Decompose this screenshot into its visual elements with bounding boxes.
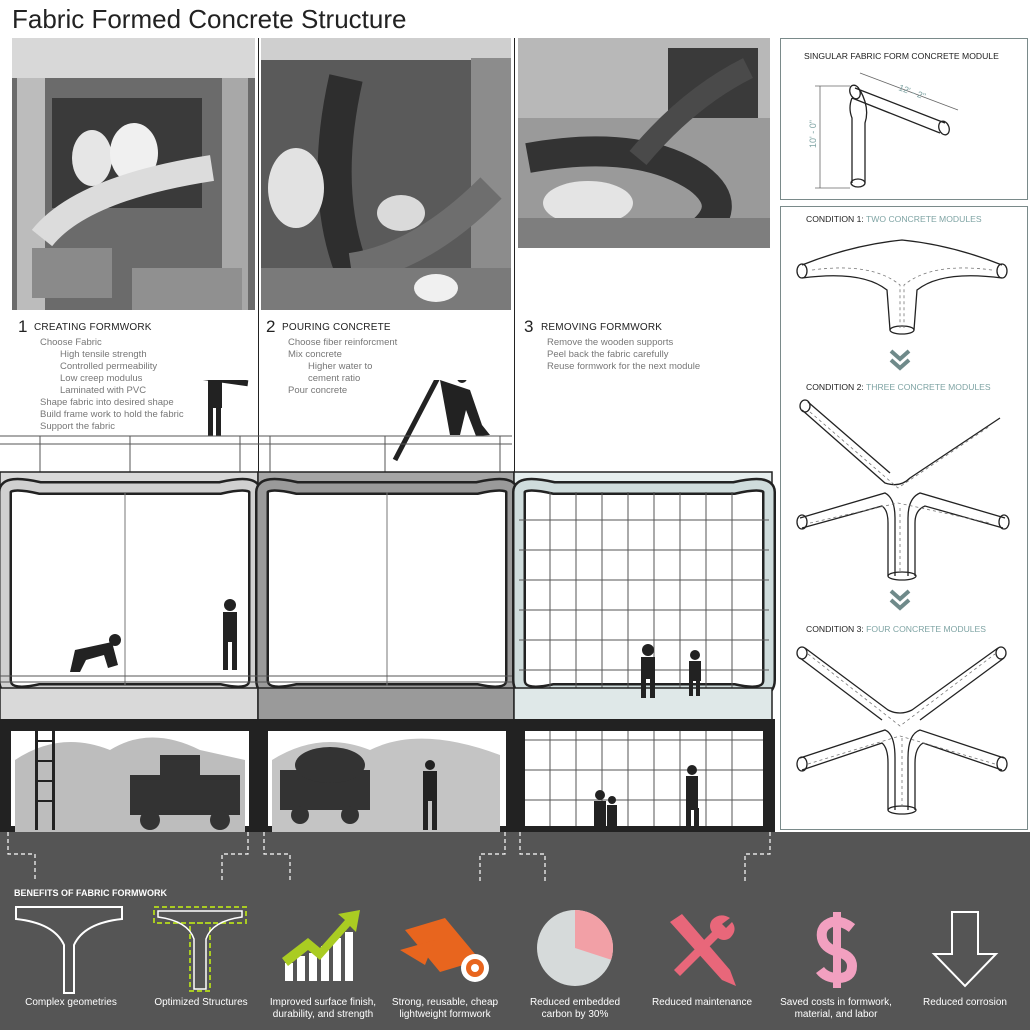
condition-3-drawing <box>790 638 1015 818</box>
list-item: Choose Fabric <box>40 337 102 348</box>
formwork-photo <box>12 38 255 310</box>
chevron-down-icon <box>888 588 912 612</box>
list-item: Build frame work to hold the fabric <box>40 409 184 420</box>
fabric-roll-icon <box>395 910 495 990</box>
list-item: Reuse formwork for the next module <box>547 361 701 372</box>
list-item: Peel back the fabric carefully <box>547 349 669 360</box>
condition-label: CONDITION 3: <box>806 624 864 634</box>
step-2-number: 2 <box>266 317 276 336</box>
benefit-caption: Reduced corrosion <box>923 997 1007 1008</box>
list-item: Higher water to <box>308 361 373 372</box>
module-height-dimension: 10' - 0" <box>808 120 818 148</box>
list-item: Support the fabric <box>40 421 115 432</box>
chevron-down-icon <box>888 348 912 372</box>
condition-1-heading <box>806 214 982 224</box>
condition-1-drawing <box>792 230 1012 340</box>
module-width-dimension: 12' - 2" <box>897 82 927 102</box>
condition-label: CONDITION 2: <box>806 382 864 392</box>
footing-outlines <box>0 832 780 887</box>
condition-desc: THREE CONCRETE MODULES <box>866 382 991 392</box>
condition-2-heading <box>806 382 991 392</box>
growth-chart-icon <box>280 908 365 983</box>
step-3-list <box>547 337 700 373</box>
step-2-title: POURING CONCRETE <box>282 322 391 333</box>
optimized-t-icon <box>150 905 250 995</box>
list-item: High tensile strength <box>60 349 147 360</box>
condition-label: CONDITION 1: <box>806 214 864 224</box>
list-item: Remove the wooden supports <box>547 337 674 348</box>
list-item: Choose fiber reinforcment <box>288 337 398 348</box>
condition-desc: FOUR CONCRETE MODULES <box>866 624 987 634</box>
page-title: Fabric Formed Concrete Structure <box>12 4 407 34</box>
benefit-caption: Saved costs in formwork, material, and labor <box>780 997 892 1020</box>
list-item: Laminated with PVC <box>60 385 147 396</box>
list-item: Shape fabric into desired shape <box>40 397 174 408</box>
step-1-number: 1 <box>18 317 28 336</box>
worker-pouring-silhouette <box>395 380 490 460</box>
removal-photo <box>518 38 770 248</box>
benefit-caption: Strong, reusable, cheap lightweight formwork <box>391 997 499 1020</box>
benefit-caption: Improved surface finish, durability, and strength <box>269 997 377 1020</box>
structure-section-drawing <box>0 380 780 835</box>
condition-2-drawing <box>790 398 1015 583</box>
condition-desc: TWO CONCRETE MODULES <box>866 214 982 224</box>
benefit-caption: Reduced maintenance <box>651 997 753 1008</box>
t-shape-icon <box>14 905 124 995</box>
benefit-caption: Reduced embedded carbon by 30% <box>529 997 621 1020</box>
module-heading: SINGULAR FABRIC FORM CONCRETE MODULE <box>804 51 999 61</box>
structural-frame-1 <box>5 485 255 693</box>
benefit-caption: Optimized Structures <box>154 997 248 1008</box>
step-1-title: CREATING FORMWORK <box>34 322 152 333</box>
structural-frame-2 <box>262 485 512 693</box>
condition-3-heading <box>806 624 986 634</box>
pouring-photo <box>261 38 511 310</box>
pie-chart-icon <box>534 907 616 989</box>
step-3-number: 3 <box>524 317 534 336</box>
top-railing <box>0 436 512 472</box>
worker-carrying-silhouette <box>178 380 248 436</box>
dollar-icon <box>812 910 862 990</box>
benefit-caption: Complex geometries <box>25 997 117 1008</box>
list-item: Mix concrete <box>288 349 342 360</box>
module-drawing <box>790 68 1020 193</box>
list-item: Controlled permeability <box>60 361 158 372</box>
benefits-heading: BENEFITS OF FABRIC FORMWORK <box>14 888 167 898</box>
step-3-title: REMOVING FORMWORK <box>541 322 663 333</box>
list-item: Low creep modulus <box>60 373 143 384</box>
tools-icon <box>660 908 742 990</box>
down-arrow-icon <box>930 910 1000 990</box>
list-item: Pour concrete <box>288 385 348 396</box>
list-item: cement ratio <box>308 373 361 384</box>
